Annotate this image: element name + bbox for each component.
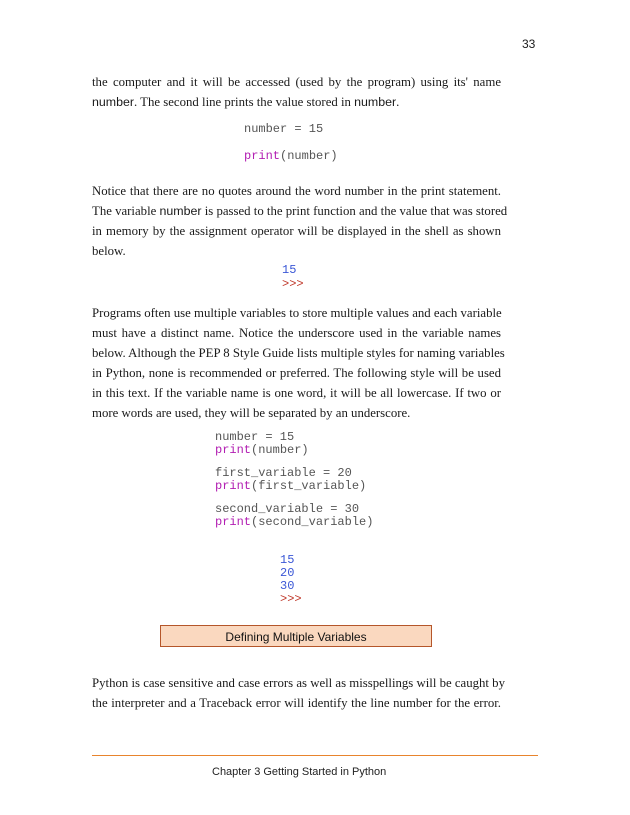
print-keyword: print xyxy=(215,443,252,457)
shell-prompt: >>> xyxy=(282,277,304,291)
paragraph-line: in Python, none is recommended or preferred. The following style will be used xyxy=(92,366,501,380)
paragraph-intro xyxy=(92,72,501,112)
code-print-statement: print(second_variable) xyxy=(215,515,374,529)
chapter-footer: Chapter 3 Getting Started in Python xyxy=(212,766,387,778)
print-keyword: print xyxy=(215,479,252,493)
figure-caption: Defining Multiple Variables xyxy=(160,625,432,647)
shell-output: 20 xyxy=(280,566,295,580)
paragraph-line: must have a distinct name. Notice the underscore used in the variable names xyxy=(92,326,501,340)
code-assignment: number = 15 xyxy=(244,122,324,136)
paragraph-line: Programs often use multiple variables to store multiple values and each variable xyxy=(92,306,502,320)
footer-rule xyxy=(92,755,538,756)
inline-variable: number xyxy=(92,95,135,109)
paragraph-line: the computer and it will be accessed (used by the program) using its' name xyxy=(92,75,501,89)
code-assignment: first_variable = 20 xyxy=(215,466,352,480)
print-keyword: print xyxy=(215,515,252,529)
code-assignment: number = 15 xyxy=(215,430,295,444)
print-keyword: print xyxy=(244,149,281,163)
paragraph-line: Python is case sensitive and case errors as well as misspellings will be caught by xyxy=(92,676,505,690)
code-assignment: second_variable = 30 xyxy=(215,502,360,516)
shell-prompt: >>> xyxy=(280,592,302,606)
paragraph-line: below. Although the PEP 8 Style Guide lists multiple styles for naming variables xyxy=(92,346,505,360)
paragraph-line: the interpreter and a Traceback error will identify the line number for the error. xyxy=(92,696,501,710)
code-print-statement: print(number) xyxy=(244,149,338,163)
shell-output: 30 xyxy=(280,579,295,593)
paragraph-case-sensitivity xyxy=(92,673,505,713)
paragraph-line: below. xyxy=(92,244,126,258)
paragraph-line: The variable number is passed to the print function and the value that was stored xyxy=(92,204,508,218)
paragraph-line: Notice that there are no quotes around the word number in the print statement. xyxy=(92,184,501,198)
inline-variable: number xyxy=(159,204,202,218)
paragraph-line: number. The second line prints the value stored in number. xyxy=(92,95,400,109)
shell-output: 15 xyxy=(282,263,297,277)
page-number: 33 xyxy=(522,37,536,51)
shell-output: 15 xyxy=(280,553,295,567)
paragraph-naming xyxy=(92,303,505,423)
paragraph-explanation xyxy=(92,181,508,261)
paragraph-line: in memory by the assignment operator will be displayed in the shell as shown xyxy=(92,224,501,238)
paragraph-line: in this text. If the variable name is one word, it will be all lowercase. If two or xyxy=(92,386,501,400)
code-print-statement: print(first_variable) xyxy=(215,479,367,493)
paragraph-line: more words are used, they will be separated by an underscore. xyxy=(92,406,411,420)
inline-variable: number xyxy=(354,95,397,109)
code-print-statement: print(number) xyxy=(215,443,309,457)
